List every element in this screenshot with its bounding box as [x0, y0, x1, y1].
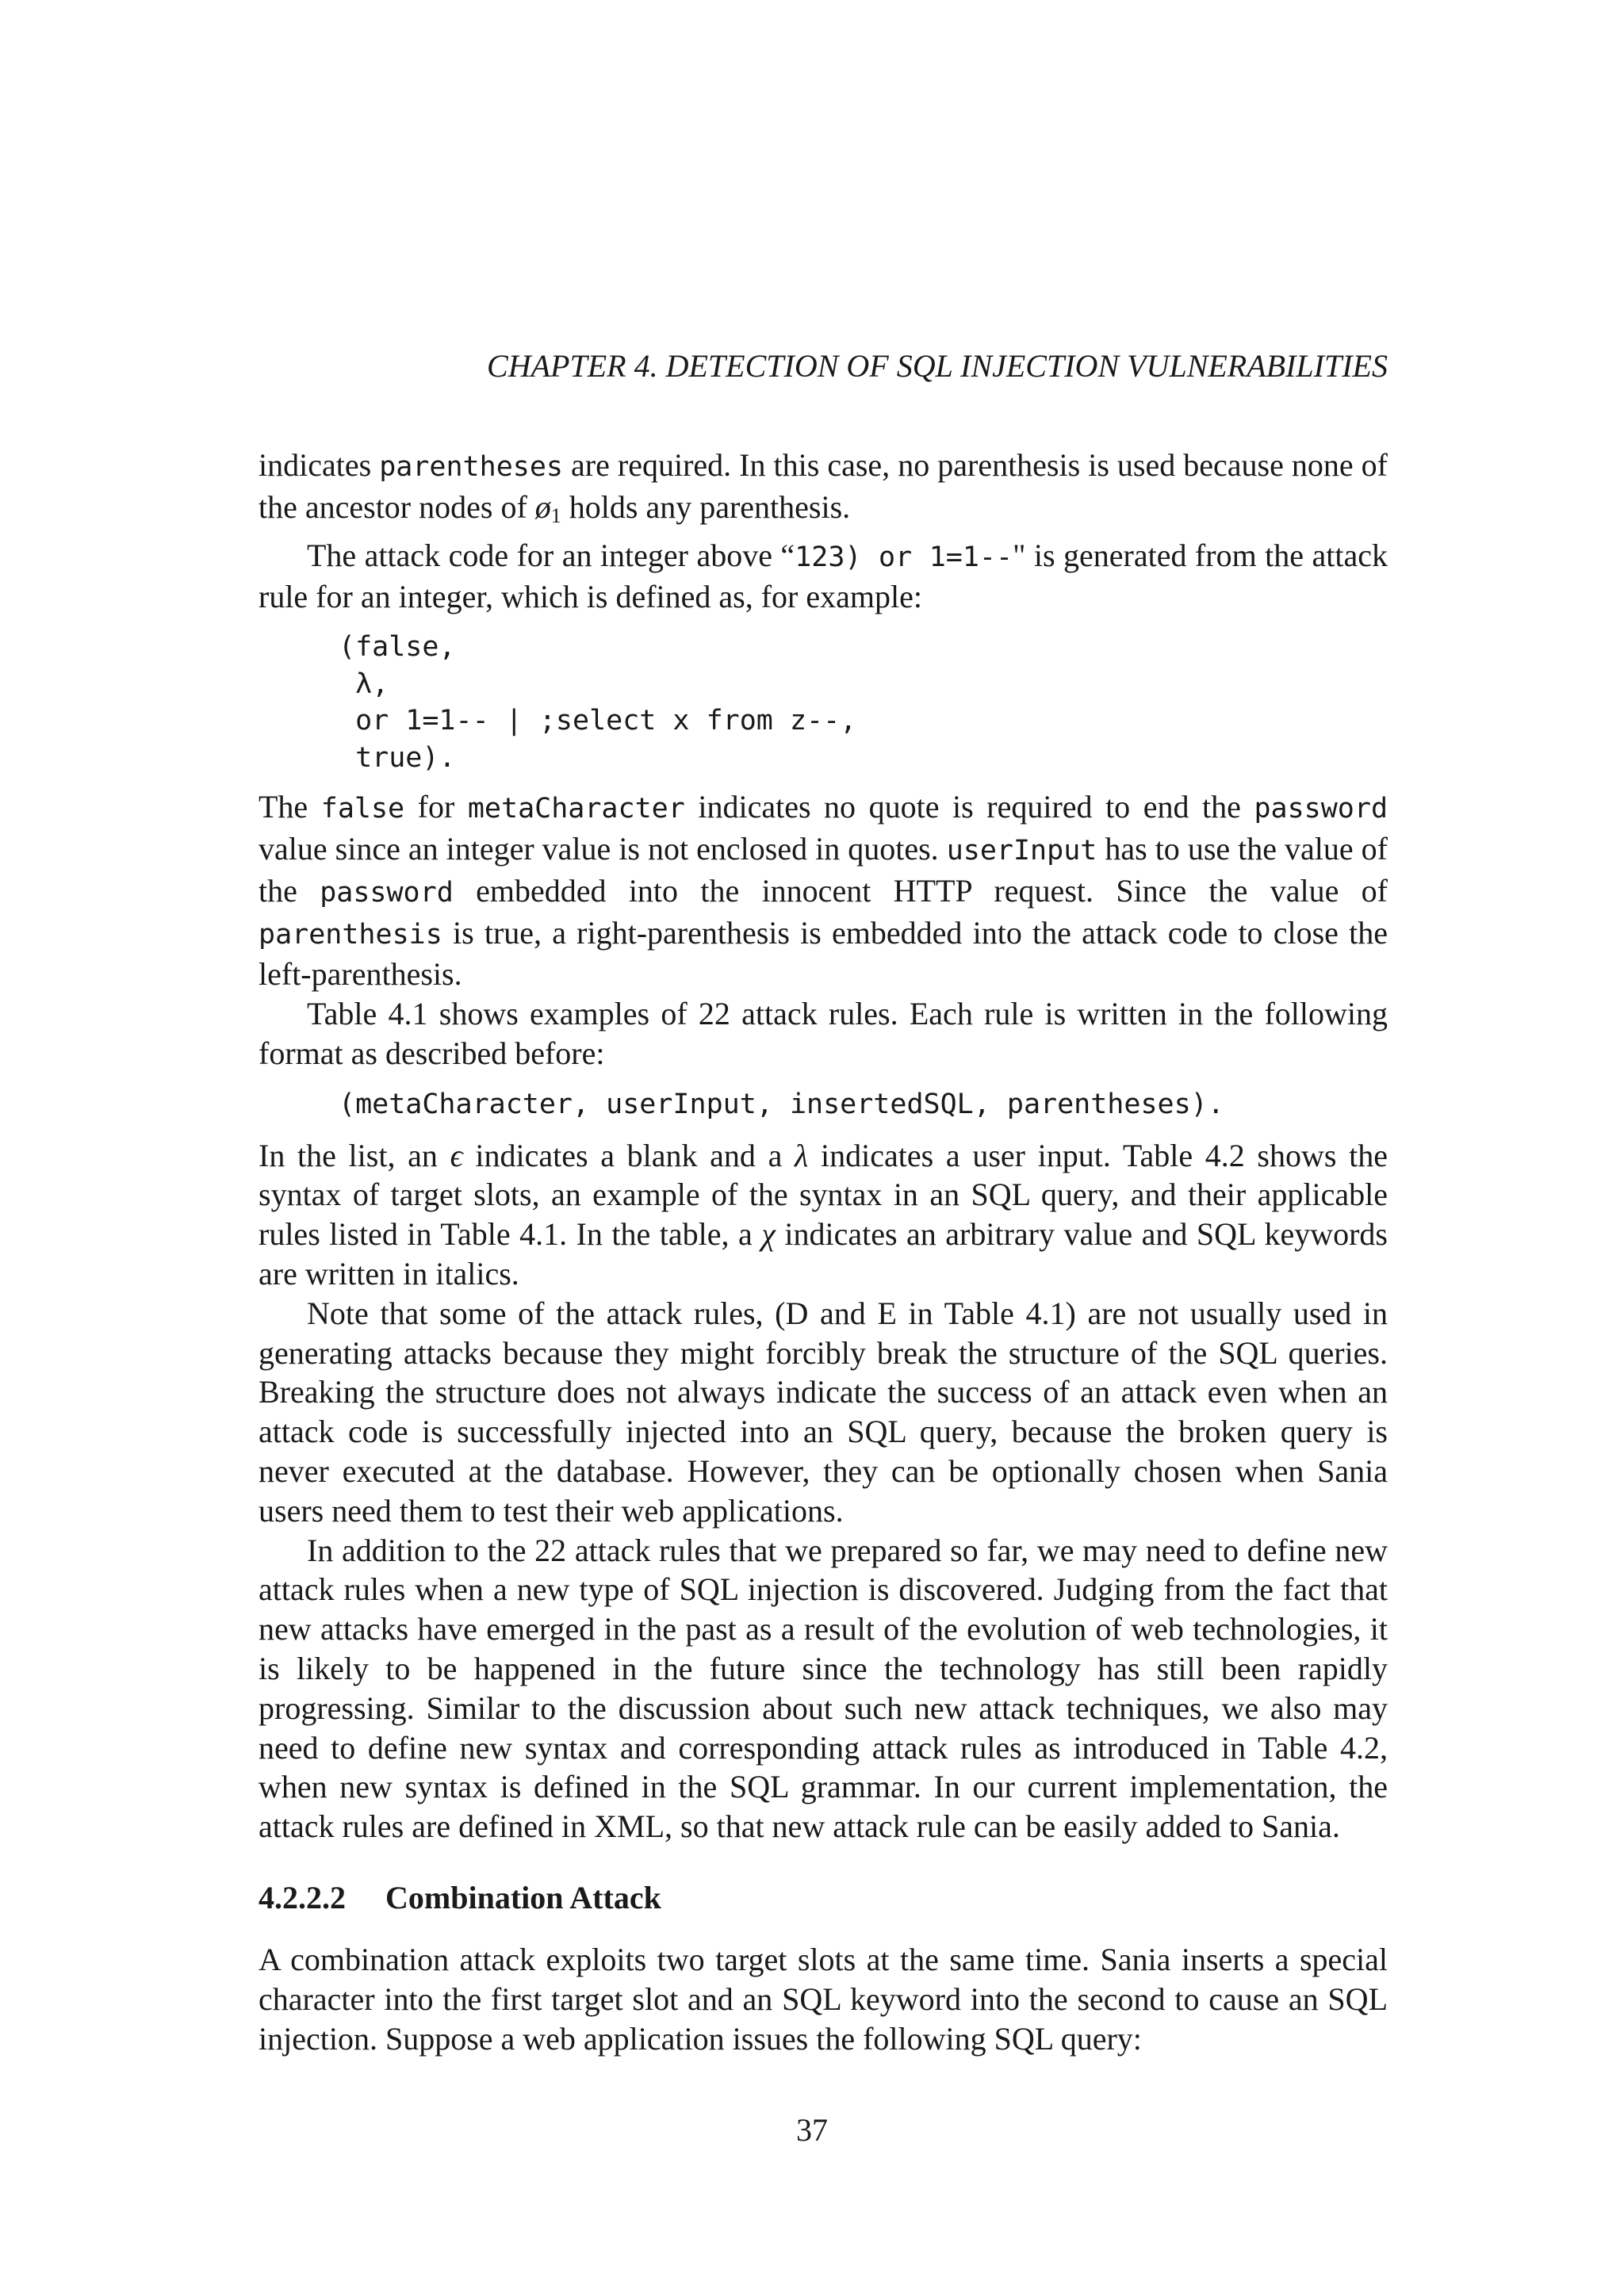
section-heading: [259, 1878, 1388, 1918]
body-text: [259, 446, 1388, 2058]
inline-code: parenthesis: [259, 918, 442, 951]
inline-code: password: [1254, 793, 1388, 825]
text-run: indicates a user input. Table 4.2 shows the syntax of target slots, an example of the syntax in an SQL query, and their applicable rules listed in Table 4.1. In the table, a: [259, 1137, 1388, 1253]
text-run: for: [404, 789, 468, 825]
inline-code: userInput: [946, 834, 1097, 867]
paragraph-7: In addition to the 22 attack rules that we prepared so far, we may need to define new attack rules when a new type of SQL injection is discovered. Judging from the fact that new attacks have emerged in the past as a result of the evolution of web technologies, it is likely to be happened in the future since the technology has still been rapidly progressing. Similar to the discussion about such new attack techniques, we also may need to define new syntax and corresponding attack rules as introduced in Table 4.2, when new syntax is defined in the SQL grammar. In our current implementation, the attack rules are defined in XML, so that new attack rule can be easily added to Sania.: [259, 1532, 1388, 1845]
paragraph-1: [259, 446, 1388, 536]
code-line: true).: [339, 741, 456, 774]
math-symbol: λ: [795, 1137, 809, 1173]
inline-code: false: [320, 793, 405, 825]
running-head: CHAPTER 4. DETECTION OF SQL INJECTION VULNERABILITIES: [487, 348, 1388, 384]
text-run: " is generated from the attack rule for an integer, which is defined as, for example:: [259, 537, 1388, 615]
text-run: In the list, an: [259, 1137, 450, 1173]
section-title: Combination Attack: [385, 1879, 661, 1915]
inline-code: password: [320, 876, 454, 909]
paragraph-6: Note that some of the attack rules, (D and E in Table 4.1) are not usually used in generating attacks because they might forcibly break the structure of the SQL queries. Breaking the structure does not always indicate the success of an attack even when an attack code is successfully injected into an SQL query, because the broken query is never executed at the database. However, they can be optionally chosen when Sania users need them to test their web applications.: [259, 1295, 1388, 1529]
inline-code: 123) or 1=1--: [795, 541, 1013, 573]
text-run: has to use the value of the: [259, 830, 1388, 909]
math-symbol: ϵ: [450, 1137, 463, 1173]
paragraph-8: A combination attack exploits two target slots at the same time. Sania inserts a special character into the first target slot and an SQL keyword into the second to cause an SQL injection. Suppose a web application issues the following SQL query:: [259, 1941, 1388, 2057]
paragraph-2: [259, 536, 1388, 618]
section-number: 4.2.2.2: [259, 1879, 346, 1915]
text-run: holds any parenthesis.: [561, 488, 851, 525]
text-run: indicates a blank and a: [462, 1137, 795, 1173]
math-symbol: χ: [761, 1216, 776, 1253]
page-number: 37: [796, 2112, 828, 2148]
text-run: The: [259, 789, 321, 825]
text-run: indicates an arbitrary value and SQL keywords are written in italics.: [259, 1216, 1388, 1292]
paragraph-3: [259, 787, 1388, 994]
text-run: The attack code for an integer above “: [307, 537, 795, 573]
text-run: are required. In this case, no parenthesis is used because none of the ancestor nodes of: [259, 447, 1388, 525]
code-block-attack-rule: [339, 629, 1388, 776]
inline-code: parentheses: [379, 451, 563, 483]
inline-code: metaCharacter: [467, 793, 685, 825]
code-block-rule-format: (metaCharacter, userInput, insertedSQL, parentheses).: [339, 1088, 1224, 1120]
text-run: indicates: [259, 447, 380, 483]
math-symbol: ø: [534, 488, 551, 525]
code-line: (false,: [339, 631, 456, 664]
paragraph-5: [259, 1136, 1388, 1294]
text-run: value since an integer value is not enclosed in quotes.: [259, 830, 947, 867]
text-run: indicates no quote is required to end the: [684, 789, 1254, 825]
code-line: or 1=1-- | ;select x from z--,: [339, 705, 857, 737]
code-line: λ,: [339, 668, 389, 700]
paragraph-4: Table 4.1 shows examples of 22 attack rules. Each rule is written in the following format as described before:: [259, 996, 1388, 1071]
math-subscript: 1: [550, 503, 561, 527]
text-run: embedded into the innocent HTTP request. Since the value of: [453, 872, 1388, 909]
text-run: is true, a right-parenthesis is embedded into the attack code to close the left-parenthesis.: [259, 914, 1388, 993]
